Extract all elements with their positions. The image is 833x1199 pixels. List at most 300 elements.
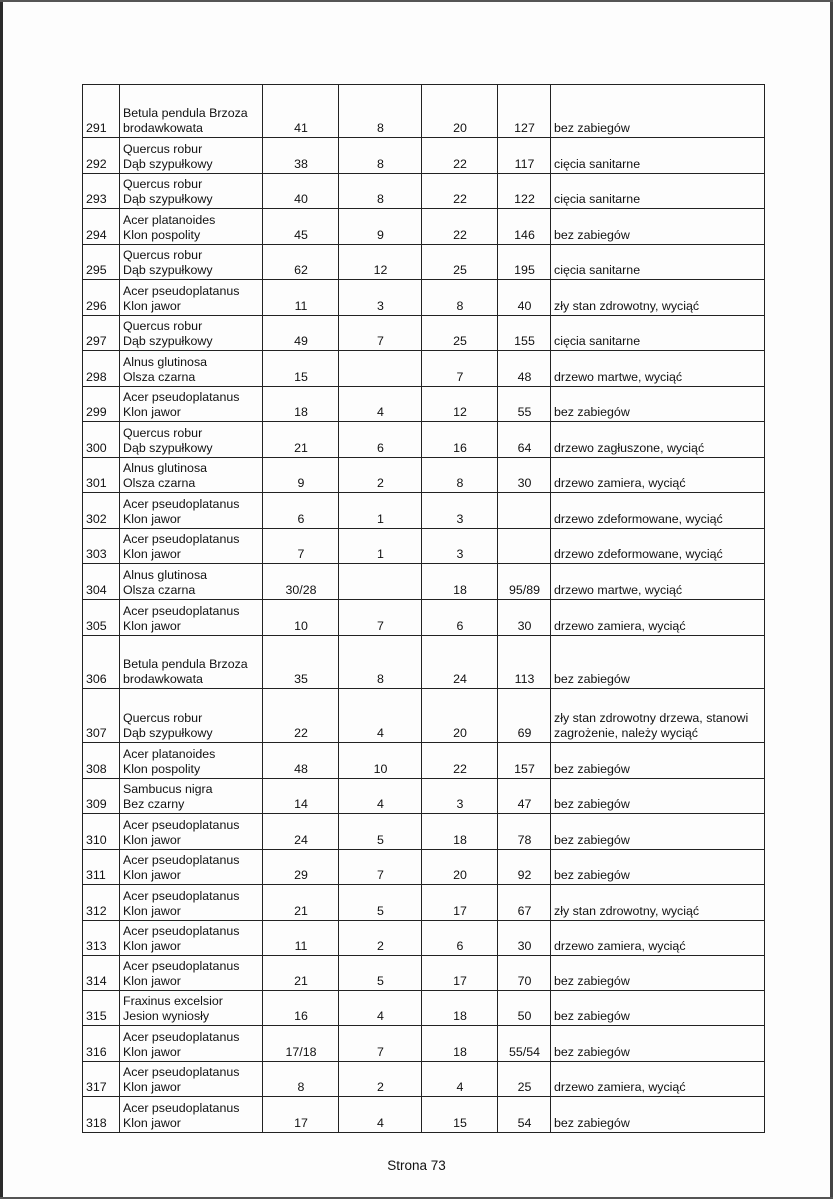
- measurement-cell: [498, 85, 551, 138]
- species-cell: [120, 138, 263, 174]
- tree-number-cell: [83, 85, 120, 138]
- measurement-cell: [263, 991, 339, 1026]
- table-row: [83, 991, 765, 1026]
- measurement-v1: 14: [294, 797, 308, 811]
- table-row: [83, 422, 765, 458]
- tree-number: 300: [86, 441, 107, 455]
- remarks-cell: [551, 743, 765, 779]
- species-latin-name: Quercus robur: [123, 177, 203, 191]
- species-polish-name: Klon jawor: [123, 1080, 181, 1094]
- measurement-v3: 22: [453, 192, 467, 206]
- species-cell: [120, 316, 263, 351]
- measurement-cell: [339, 493, 422, 529]
- tree-number-cell: [83, 351, 120, 387]
- species-cell: [120, 814, 263, 850]
- remarks-cell: [551, 1062, 765, 1097]
- measurement-v4: 54: [517, 1116, 532, 1130]
- species-cell: [120, 1097, 263, 1133]
- measurement-cell: [263, 387, 339, 422]
- measurement-cell: [263, 458, 339, 493]
- species-latin-name: Alnus glutinosa: [123, 568, 208, 582]
- measurement-v3: 3: [456, 512, 464, 526]
- species-polish-name: Jesion wyniosły: [123, 1009, 210, 1023]
- species-cell: [120, 779, 263, 814]
- tree-number: 292: [86, 157, 107, 171]
- table-row: [83, 85, 765, 138]
- measurement-cell: [263, 138, 339, 174]
- measurement-cell: [339, 351, 422, 387]
- species-latin-name: Acer pseudoplatanus: [123, 284, 240, 298]
- tree-number-cell: [83, 885, 120, 921]
- tree-number-cell: [83, 422, 120, 458]
- measurement-cell: [339, 689, 422, 743]
- measurement-cell: [422, 85, 498, 138]
- measurement-v3: 15: [453, 1116, 467, 1130]
- tree-number-cell: [83, 174, 120, 209]
- measurement-v3: 18: [453, 1009, 467, 1023]
- species-latin-name: Acer pseudoplatanus: [123, 532, 240, 546]
- species-latin-name: Sambucus nigra: [123, 782, 213, 796]
- measurement-v4: 146: [514, 228, 535, 242]
- measurement-cell: [263, 743, 339, 779]
- measurement-v4: 122: [514, 192, 535, 206]
- measurement-v2: 7: [377, 1045, 384, 1059]
- measurement-cell: [263, 956, 339, 991]
- remarks-cell: [551, 387, 765, 422]
- measurement-v1: 29: [294, 868, 308, 882]
- species-latin-name: Acer pseudoplatanus: [123, 924, 240, 938]
- measurement-v2: 2: [377, 939, 384, 953]
- species-cell: [120, 921, 263, 956]
- remarks-cell: [551, 1026, 765, 1062]
- species-polish-name: Klon jawor: [123, 833, 181, 847]
- measurement-cell: [498, 885, 551, 921]
- remarks-cell: [551, 564, 765, 600]
- measurement-cell: [498, 600, 551, 636]
- remarks-text: bez zabiegów: [554, 974, 630, 988]
- species-latin-name: Betula pendula Brzoza: [123, 657, 248, 671]
- species-cell: [120, 636, 263, 689]
- remarks-cell: [551, 921, 765, 956]
- species-cell: [120, 351, 263, 387]
- tree-number: 309: [86, 797, 107, 811]
- measurement-v2: 4: [377, 405, 384, 419]
- tree-number-cell: [83, 209, 120, 245]
- measurement-cell: [498, 458, 551, 493]
- species-latin-name: Acer pseudoplatanus: [123, 818, 240, 832]
- measurement-cell: [422, 779, 498, 814]
- measurement-cell: [263, 921, 339, 956]
- species-polish-name: Olsza czarna: [123, 476, 196, 490]
- measurement-cell: [422, 743, 498, 779]
- measurement-v2: 5: [377, 833, 384, 847]
- measurement-v3: 12: [453, 405, 467, 419]
- tree-number: 305: [86, 619, 107, 633]
- measurement-cell: [339, 280, 422, 316]
- species-polish-name: Klon jawor: [123, 299, 181, 313]
- measurement-v1: 49: [294, 334, 308, 348]
- measurement-cell: [498, 1026, 551, 1062]
- measurement-cell: [263, 636, 339, 689]
- remarks-cell: [551, 138, 765, 174]
- measurement-v3: 7: [456, 370, 464, 384]
- species-cell: [120, 1062, 263, 1097]
- remarks-text: bez zabiegów: [554, 797, 630, 811]
- tree-number: 303: [86, 547, 107, 561]
- remarks-cell: [551, 316, 765, 351]
- tree-number: 298: [86, 370, 107, 384]
- remarks-cell: [551, 956, 765, 991]
- table-row: [83, 885, 765, 921]
- species-cell: [120, 458, 263, 493]
- measurement-v4: 48: [517, 370, 532, 384]
- measurement-v3: 17: [453, 904, 467, 918]
- measurement-cell: [339, 814, 422, 850]
- table-row: [83, 1026, 765, 1062]
- measurement-cell: [263, 245, 339, 280]
- measurement-v4: 95/89: [508, 583, 540, 597]
- remarks-cell: [551, 458, 765, 493]
- measurement-cell: [339, 779, 422, 814]
- measurement-v1: 17/18: [285, 1045, 317, 1059]
- measurement-v1: 22: [294, 726, 308, 740]
- measurement-v1: 38: [294, 157, 308, 171]
- measurement-cell: [263, 1026, 339, 1062]
- species-latin-name: Acer pseudoplatanus: [123, 959, 240, 973]
- measurement-v4: 55/54: [508, 1045, 540, 1059]
- measurement-v1: 7: [297, 547, 305, 561]
- tree-number-cell: [83, 956, 120, 991]
- measurement-cell: [498, 316, 551, 351]
- measurement-v2: 8: [377, 192, 384, 206]
- species-latin-name: Acer pseudoplatanus: [123, 497, 240, 511]
- species-cell: [120, 956, 263, 991]
- measurement-cell: [498, 387, 551, 422]
- measurement-cell: [263, 280, 339, 316]
- measurement-v1: 11: [294, 299, 308, 313]
- measurement-cell: [422, 956, 498, 991]
- measurement-cell: [498, 779, 551, 814]
- measurement-cell: [498, 991, 551, 1026]
- remarks-cell: [551, 174, 765, 209]
- remarks-text: cięcia sanitarne: [554, 192, 641, 206]
- species-cell: [120, 85, 263, 138]
- measurement-cell: [339, 600, 422, 636]
- tree-number: 293: [86, 192, 107, 206]
- measurement-v3: 24: [453, 672, 467, 686]
- measurement-cell: [422, 636, 498, 689]
- species-latin-name: Quercus robur: [123, 319, 203, 333]
- species-polish-name: Klon jawor: [123, 939, 181, 953]
- measurement-cell: [263, 351, 339, 387]
- measurement-v2: 8: [377, 157, 384, 171]
- measurement-cell: [263, 689, 339, 743]
- tree-number-cell: [83, 850, 120, 885]
- table-row: [83, 921, 765, 956]
- tree-number: 304: [86, 583, 107, 597]
- species-polish-name: Dąb szypułkowy: [123, 263, 213, 277]
- remarks-text: cięcia sanitarne: [554, 263, 641, 277]
- species-cell: [120, 885, 263, 921]
- measurement-v2: 2: [377, 1080, 384, 1094]
- species-cell: [120, 600, 263, 636]
- measurement-v1: 40: [294, 192, 308, 206]
- table-body: [83, 85, 765, 1133]
- measurement-cell: [339, 387, 422, 422]
- tree-number-cell: [83, 636, 120, 689]
- measurement-cell: [339, 138, 422, 174]
- tree-number-cell: [83, 779, 120, 814]
- remarks-cell: [551, 422, 765, 458]
- measurement-v3: 8: [456, 299, 464, 313]
- remarks-text: bez zabiegów: [554, 762, 630, 776]
- tree-number: 310: [86, 833, 107, 847]
- measurement-v4: 155: [514, 334, 535, 348]
- measurement-v3: 3: [456, 797, 464, 811]
- species-latin-name: Alnus glutinosa: [123, 461, 208, 475]
- measurement-v2: 1: [377, 512, 384, 526]
- measurement-cell: [263, 422, 339, 458]
- measurement-cell: [422, 493, 498, 529]
- species-latin-name: Acer pseudoplatanus: [123, 604, 240, 618]
- measurement-cell: [422, 885, 498, 921]
- measurement-v3: 18: [453, 583, 467, 597]
- measurement-cell: [339, 1026, 422, 1062]
- measurement-cell: [422, 280, 498, 316]
- species-cell: [120, 529, 263, 564]
- page-number: Strona 73: [387, 1158, 446, 1173]
- tree-number-cell: [83, 814, 120, 850]
- species-cell: [120, 280, 263, 316]
- tree-number-cell: [83, 1097, 120, 1133]
- species-polish-name: Klon jawor: [123, 1045, 181, 1059]
- remarks-cell: [551, 814, 765, 850]
- species-cell: [120, 850, 263, 885]
- tree-number: 311: [86, 868, 106, 882]
- tree-number-cell: [83, 743, 120, 779]
- scan-edge-top: [0, 0, 833, 2]
- measurement-cell: [339, 529, 422, 564]
- remarks-cell: [551, 991, 765, 1026]
- measurement-v3: 25: [453, 263, 467, 277]
- measurement-cell: [498, 351, 551, 387]
- remarks-cell: [551, 1097, 765, 1133]
- measurement-cell: [263, 85, 339, 138]
- species-latin-name: Quercus robur: [123, 711, 203, 725]
- remarks-text: bez zabiegów: [554, 868, 630, 882]
- measurement-v4: 47: [517, 797, 532, 811]
- species-latin-name: Fraxinus excelsior: [123, 994, 223, 1008]
- measurement-v3: 20: [453, 868, 467, 882]
- table-row: [83, 743, 765, 779]
- species-latin-name: Quercus robur: [123, 426, 203, 440]
- table-row: [83, 316, 765, 351]
- measurement-v3: 22: [453, 157, 467, 171]
- species-polish-name: Dąb szypułkowy: [123, 334, 213, 348]
- species-polish-name: Klon jawor: [123, 904, 181, 918]
- species-cell: [120, 743, 263, 779]
- species-latin-name: Quercus robur: [123, 248, 203, 262]
- tree-number-cell: [83, 387, 120, 422]
- species-latin-name: Acer pseudoplatanus: [123, 853, 240, 867]
- measurement-v1: 30/28: [285, 583, 317, 597]
- measurement-v4: 70: [517, 974, 532, 988]
- measurement-v4: 30: [517, 939, 532, 953]
- measurement-cell: [498, 850, 551, 885]
- measurement-cell: [339, 174, 422, 209]
- measurement-cell: [422, 564, 498, 600]
- measurement-v1: 62: [294, 263, 308, 277]
- table-row: [83, 174, 765, 209]
- species-polish-name: Olsza czarna: [123, 370, 196, 384]
- tree-number: 291: [86, 121, 107, 135]
- tree-inventory-table: [82, 84, 765, 1133]
- tree-number: 294: [86, 228, 107, 242]
- measurement-v1: 8: [297, 1080, 305, 1094]
- table-row: [83, 351, 765, 387]
- species-latin-name: Acer pseudoplatanus: [123, 889, 240, 903]
- tree-number-cell: [83, 280, 120, 316]
- tree-number-cell: [83, 1062, 120, 1097]
- remarks-cell: [551, 245, 765, 280]
- measurement-v3: 17: [453, 974, 467, 988]
- measurement-cell: [263, 850, 339, 885]
- remarks-text: drzewo zdeformowane, wyciąć: [554, 547, 723, 561]
- species-polish-name: Klon jawor: [123, 619, 181, 633]
- tree-number: 316: [86, 1045, 107, 1059]
- measurement-cell: [263, 814, 339, 850]
- measurement-cell: [498, 422, 551, 458]
- measurement-v4: 195: [514, 263, 535, 277]
- measurement-cell: [498, 280, 551, 316]
- remarks-text: drzewo zamiera, wyciąć: [554, 619, 686, 633]
- remarks-cell: [551, 529, 765, 564]
- tree-number-cell: [83, 493, 120, 529]
- species-latin-name: Quercus robur: [123, 142, 203, 156]
- measurement-cell: [339, 1062, 422, 1097]
- measurement-v1: 21: [294, 904, 308, 918]
- measurement-v3: 20: [453, 726, 467, 740]
- measurement-v4: 64: [517, 441, 532, 455]
- table-row: [83, 956, 765, 991]
- tree-number-cell: [83, 921, 120, 956]
- tree-number: 296: [86, 299, 107, 313]
- measurement-v3: 4: [456, 1080, 464, 1094]
- measurement-cell: [498, 636, 551, 689]
- species-latin-name: Acer platanoides: [123, 213, 216, 227]
- table-row: [83, 387, 765, 422]
- species-polish-name: Klon jawor: [123, 547, 181, 561]
- measurement-cell: [422, 209, 498, 245]
- species-polish-name: Klon jawor: [123, 512, 181, 526]
- table-row: [83, 245, 765, 280]
- measurement-v2: 12: [373, 263, 388, 277]
- measurement-v4: 113: [514, 672, 535, 686]
- remarks-text: drzewo zdeformowane, wyciąć: [554, 512, 723, 526]
- measurement-cell: [263, 564, 339, 600]
- species-cell: [120, 1026, 263, 1062]
- measurement-cell: [339, 743, 422, 779]
- remarks-text: bez zabiegów: [554, 121, 630, 135]
- species-cell: [120, 564, 263, 600]
- measurement-cell: [498, 814, 551, 850]
- measurement-cell: [422, 351, 498, 387]
- measurement-v1: 24: [294, 833, 308, 847]
- remarks-cell: [551, 600, 765, 636]
- measurement-cell: [498, 138, 551, 174]
- measurement-v4: 30: [517, 476, 532, 490]
- species-cell: [120, 387, 263, 422]
- measurement-v3: 22: [453, 762, 467, 776]
- remarks-text: drzewo zagłuszone, wyciąć: [554, 441, 705, 455]
- species-polish-name: Klon jawor: [123, 868, 181, 882]
- measurement-v4: 117: [514, 157, 535, 171]
- measurement-cell: [263, 174, 339, 209]
- measurement-v4: 30: [517, 619, 532, 633]
- measurement-cell: [498, 174, 551, 209]
- species-polish-name: Dąb szypułkowy: [123, 192, 213, 206]
- remarks-text: bez zabiegów: [554, 405, 630, 419]
- measurement-cell: [422, 174, 498, 209]
- measurement-v2: 7: [377, 619, 384, 633]
- measurement-v3: 3: [456, 547, 464, 561]
- table-row: [83, 850, 765, 885]
- measurement-cell: [339, 564, 422, 600]
- species-polish-name: brodawkowata: [123, 672, 203, 686]
- tree-number: 308: [86, 762, 107, 776]
- remarks-cell: [551, 779, 765, 814]
- measurement-v1: 11: [294, 939, 308, 953]
- table-row: [83, 209, 765, 245]
- measurement-v2: 8: [377, 121, 384, 135]
- table-row: [83, 636, 765, 689]
- measurement-cell: [422, 1026, 498, 1062]
- measurement-v1: 48: [294, 762, 308, 776]
- species-polish-name: Klon jawor: [123, 974, 181, 988]
- measurement-cell: [263, 316, 339, 351]
- species-polish-name: Klon pospolity: [123, 762, 201, 776]
- measurement-cell: [263, 493, 339, 529]
- tree-number-cell: [83, 529, 120, 564]
- measurement-v2: 10: [373, 762, 388, 776]
- measurement-cell: [339, 636, 422, 689]
- species-cell: [120, 422, 263, 458]
- measurement-v2: 7: [377, 868, 384, 882]
- remarks-text: zły stan zdrowotny, wyciąć: [554, 904, 700, 918]
- measurement-v4: 55: [517, 405, 532, 419]
- measurement-v3: 16: [453, 441, 467, 455]
- measurement-v2: 4: [377, 1009, 384, 1023]
- table-row: [83, 529, 765, 564]
- tree-number: 295: [86, 263, 107, 277]
- tree-number: 317: [86, 1080, 107, 1094]
- measurement-v4: 67: [517, 904, 532, 918]
- species-latin-name: Acer pseudoplatanus: [123, 390, 240, 404]
- table-row: [83, 814, 765, 850]
- measurement-v3: 22: [453, 228, 467, 242]
- remarks-cell: [551, 885, 765, 921]
- measurement-v2: 6: [377, 441, 384, 455]
- species-cell: [120, 174, 263, 209]
- remarks-cell: [551, 280, 765, 316]
- species-polish-name: Bez czarny: [123, 797, 185, 811]
- measurement-cell: [263, 209, 339, 245]
- measurement-v4: 40: [517, 299, 532, 313]
- measurement-cell: [339, 850, 422, 885]
- measurement-cell: [498, 689, 551, 743]
- tree-number-cell: [83, 991, 120, 1026]
- measurement-cell: [339, 245, 422, 280]
